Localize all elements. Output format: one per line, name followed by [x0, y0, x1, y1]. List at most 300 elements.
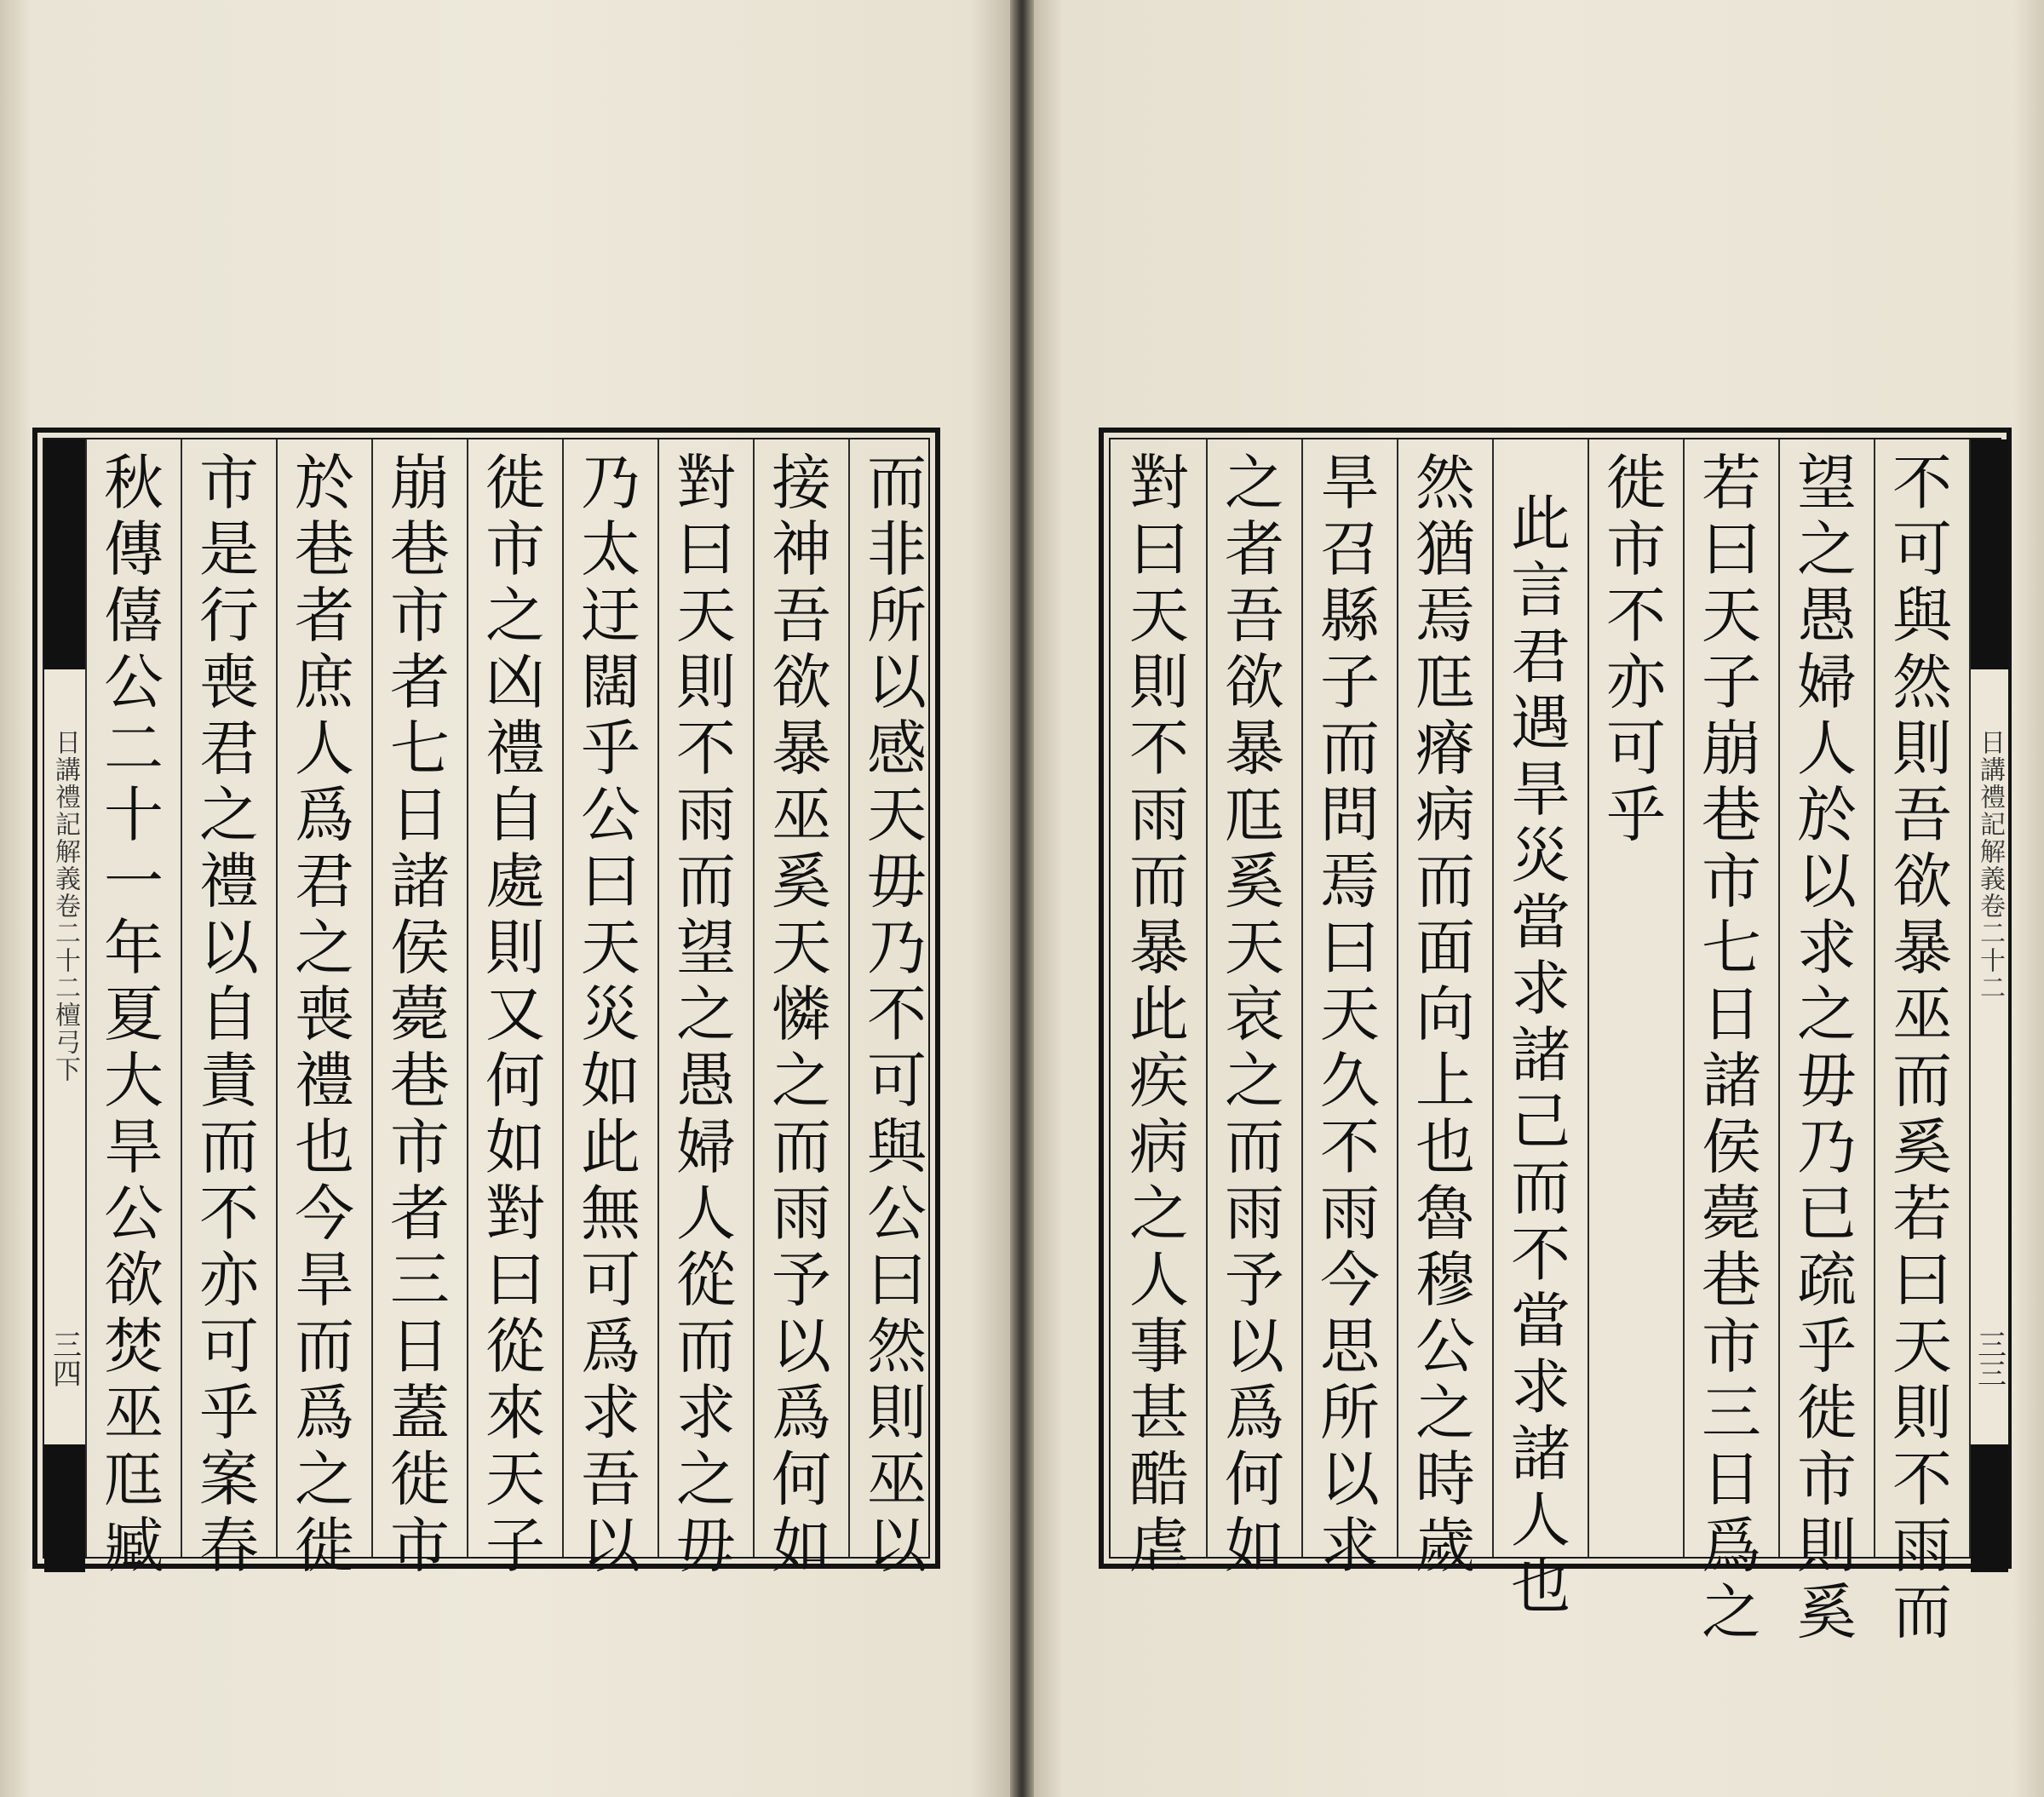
glyph: 曰: [676, 514, 736, 584]
glyph: 曰: [867, 1245, 927, 1315]
glyph: 對: [676, 448, 736, 518]
glyph: 欲: [772, 647, 831, 717]
glyph: 雨: [1225, 1179, 1284, 1249]
glyph: 年: [104, 913, 164, 983]
glyph: 於: [295, 448, 354, 518]
glyph: 吾: [1225, 581, 1284, 651]
glyph: 則: [485, 913, 545, 983]
glyph: 子: [1702, 647, 1761, 717]
glyph: 不: [1511, 1220, 1570, 1289]
glyph: 以: [772, 1312, 831, 1381]
glyph: 天: [581, 913, 640, 983]
glyph: 巷: [295, 514, 354, 584]
glyph: 欲: [1892, 847, 1952, 916]
glyph: 市: [390, 581, 450, 651]
glyph: 不: [199, 1179, 259, 1249]
glyph: 爲: [581, 1312, 640, 1381]
glyph: 從: [676, 1245, 736, 1315]
glyph: 暴: [1892, 913, 1952, 983]
glyph: 秋: [104, 448, 164, 518]
glyph: 哀: [1225, 979, 1284, 1049]
glyph: 以: [1320, 1444, 1380, 1514]
glyph: 尫: [1415, 647, 1475, 717]
glyph: 如: [581, 1046, 640, 1116]
glyph: 何: [1225, 1444, 1284, 1514]
glyph: 七: [1702, 913, 1761, 983]
glyph: 之: [1225, 448, 1284, 518]
glyph: 諸: [1702, 1046, 1761, 1116]
glyph: 巷: [1702, 1245, 1761, 1315]
glyph: 市: [390, 1112, 450, 1182]
glyph: 雨: [676, 780, 736, 850]
glyph: 對: [485, 1179, 545, 1249]
fish-tail-mark: [44, 439, 85, 669]
right-page-number: 三三: [1972, 1329, 2007, 1387]
glyph: 徙: [1797, 1378, 1857, 1448]
fish-tail-mark: [1971, 439, 2008, 669]
glyph: 而: [772, 1112, 831, 1182]
glyph: 天: [1892, 1312, 1952, 1381]
glyph: 不: [1129, 714, 1189, 784]
glyph: 時: [1415, 1444, 1475, 1514]
glyph: 若: [1892, 1179, 1952, 1249]
glyph: 三: [1702, 1378, 1761, 1448]
glyph: 則: [1129, 647, 1189, 717]
right-margin-label: 日講禮記解義卷二十二: [1975, 729, 2005, 1002]
glyph: 天: [676, 581, 736, 651]
text-column: [1398, 448, 1493, 1581]
glyph: 闊: [581, 647, 640, 717]
glyph: 公: [104, 1179, 164, 1249]
glyph: 何: [485, 1046, 545, 1116]
glyph: 然: [1892, 647, 1952, 717]
glyph: 來: [485, 1378, 545, 1448]
glyph: 愚: [1797, 581, 1857, 651]
glyph: 甚: [1129, 1378, 1189, 1448]
glyph: 望: [1797, 448, 1857, 518]
glyph: 欲: [1225, 647, 1284, 717]
glyph: 乎: [581, 714, 640, 784]
text-column: [1302, 448, 1398, 1581]
glyph: 禮: [199, 847, 259, 916]
glyph: 然: [1415, 448, 1475, 518]
glyph: 而: [676, 847, 736, 916]
glyph: 君: [199, 714, 259, 784]
glyph: 吾: [772, 581, 831, 651]
glyph: 爲: [295, 1378, 354, 1448]
glyph: 召: [1320, 514, 1380, 584]
glyph: 公: [104, 647, 164, 717]
glyph: 縣: [1320, 581, 1380, 651]
glyph: 吾: [581, 1444, 640, 1514]
left-page-number: 三四: [47, 1329, 82, 1387]
glyph: 望: [676, 913, 736, 983]
glyph: 酷: [1129, 1444, 1189, 1514]
text-column: [181, 448, 277, 1581]
glyph: 焉: [1320, 847, 1380, 916]
glyph: 求: [581, 1378, 640, 1448]
glyph: 可: [1892, 514, 1952, 584]
glyph: 巷: [390, 1046, 450, 1116]
glyph: 雨: [1320, 1179, 1380, 1249]
glyph: 禮: [485, 714, 545, 784]
glyph: 欲: [104, 1245, 164, 1315]
glyph: 又: [485, 979, 545, 1049]
text-column: [468, 448, 563, 1581]
glyph: 崩: [390, 448, 450, 518]
glyph: 久: [1320, 1046, 1380, 1116]
glyph: 則: [1892, 714, 1952, 784]
glyph: 諸: [1511, 1419, 1570, 1489]
glyph: 者: [295, 581, 354, 651]
glyph: 雨: [1129, 780, 1189, 850]
glyph: 遇: [1511, 688, 1570, 758]
glyph: 而: [1892, 1577, 1952, 1647]
glyph: 徙: [1606, 448, 1666, 518]
glyph: 天: [867, 780, 927, 850]
glyph: 瘠: [1415, 714, 1475, 784]
glyph: 天: [1225, 913, 1284, 983]
glyph: 之: [1702, 1577, 1761, 1647]
glyph: 與: [867, 1112, 927, 1182]
glyph: 侯: [1702, 1112, 1761, 1182]
glyph: 市: [1702, 847, 1761, 916]
glyph: 蓋: [390, 1378, 450, 1448]
glyph: 旱: [1320, 448, 1380, 518]
glyph: 曰: [1702, 514, 1761, 584]
left-text-frame: [32, 428, 940, 1581]
glyph: 日: [1702, 979, 1761, 1049]
glyph: 而: [1415, 847, 1475, 916]
glyph: 雨: [1892, 1511, 1952, 1581]
glyph: 二: [104, 714, 164, 784]
text-column: [1493, 489, 1588, 1622]
glyph: 禮: [295, 1046, 354, 1116]
glyph: 爲: [772, 1378, 831, 1448]
glyph: 天: [1320, 979, 1380, 1049]
glyph: 求: [1511, 954, 1570, 1024]
glyph: 雨: [772, 1179, 831, 1249]
glyph: 疏: [1797, 1245, 1857, 1315]
glyph: 今: [295, 1179, 354, 1249]
right-margin-strip: [1971, 439, 2008, 1557]
glyph: 者: [1225, 514, 1284, 584]
glyph: 以: [867, 647, 927, 717]
glyph: 崩: [1702, 714, 1761, 784]
glyph: 如: [485, 1112, 545, 1182]
glyph: 爲: [1702, 1511, 1761, 1581]
glyph: 可: [1606, 714, 1666, 784]
glyph: 喪: [199, 647, 259, 717]
glyph: 之: [295, 1444, 354, 1514]
glyph: 薨: [390, 979, 450, 1049]
glyph: 暴: [1129, 913, 1189, 983]
glyph: 巷: [1702, 780, 1761, 850]
glyph: 向: [1415, 979, 1475, 1049]
glyph: 徙: [485, 448, 545, 518]
glyph: 之: [485, 581, 545, 651]
glyph: 旱: [104, 1112, 164, 1182]
glyph: 春: [199, 1511, 259, 1581]
glyph: 思: [1320, 1312, 1380, 1381]
glyph: 市: [1702, 1312, 1761, 1381]
glyph: 不: [1892, 448, 1952, 518]
glyph: 傳: [104, 514, 164, 584]
glyph: 而: [1225, 1112, 1284, 1182]
glyph: 日: [390, 1312, 450, 1381]
glyph: 神: [772, 514, 831, 584]
glyph: 子: [1320, 647, 1380, 717]
glyph: 則: [867, 1378, 927, 1448]
glyph: 旱: [295, 1245, 354, 1315]
glyph: 凶: [485, 647, 545, 717]
glyph: 可: [199, 1312, 259, 1381]
glyph: 此: [581, 1112, 640, 1182]
glyph: 乎: [1797, 1312, 1857, 1381]
glyph: 徙: [295, 1511, 354, 1581]
glyph: 十: [104, 780, 164, 850]
glyph: 不: [867, 979, 927, 1049]
glyph: 而: [1320, 714, 1380, 784]
glyph: 猶: [1415, 514, 1475, 584]
glyph: 事: [1129, 1312, 1189, 1381]
glyph: 之: [1129, 1179, 1189, 1249]
text-column: [563, 448, 658, 1581]
glyph: 如: [1225, 1511, 1284, 1581]
book-gutter: [1010, 0, 1034, 1797]
text-column: [86, 448, 181, 1581]
glyph: 者: [390, 647, 450, 717]
text-column: [849, 448, 944, 1581]
text-column: [277, 448, 372, 1581]
glyph: 曰: [485, 1245, 545, 1315]
glyph: 喪: [295, 979, 354, 1049]
glyph: 歲: [1415, 1511, 1475, 1581]
glyph: 災: [581, 979, 640, 1049]
glyph: 乃: [581, 448, 640, 518]
glyph: 之: [1797, 514, 1857, 584]
glyph: 責: [199, 1046, 259, 1116]
glyph: 焚: [104, 1312, 164, 1381]
glyph: 暴: [772, 714, 831, 784]
glyph: 如: [772, 1511, 831, 1581]
glyph: 曰: [1892, 1245, 1952, 1315]
glyph: 也: [1511, 1552, 1570, 1622]
glyph: 予: [1225, 1245, 1284, 1315]
text-column: [1207, 448, 1302, 1581]
text-column: [1684, 448, 1779, 1647]
glyph: 則: [676, 647, 736, 717]
glyph: 巫: [867, 1444, 927, 1514]
glyph: 今: [1320, 1245, 1380, 1315]
glyph: 而: [199, 1112, 259, 1182]
text-column: [1779, 448, 1875, 1647]
glyph: 是: [199, 514, 259, 584]
glyph: 以: [1797, 847, 1857, 916]
glyph: 焉: [1415, 581, 1475, 651]
glyph: 三: [390, 1245, 450, 1315]
glyph: 之: [676, 1444, 736, 1514]
text-column: [1588, 450, 1684, 1547]
glyph: 旱: [1511, 755, 1570, 824]
glyph: 尫: [1225, 780, 1284, 850]
glyph: 迂: [581, 581, 640, 651]
glyph: 毋: [867, 847, 927, 916]
glyph: 人: [676, 1179, 736, 1249]
glyph: 言: [1511, 555, 1570, 625]
glyph: 憐: [772, 979, 831, 1049]
glyph: 求: [1511, 1352, 1570, 1422]
glyph: 病: [1129, 1112, 1189, 1182]
glyph: 求: [676, 1378, 736, 1448]
glyph: 所: [867, 581, 927, 651]
glyph: 求: [1797, 913, 1857, 983]
glyph: 奚: [1797, 1577, 1857, 1647]
glyph: 尫: [104, 1444, 164, 1514]
glyph: 公: [1415, 1312, 1475, 1381]
glyph: 之: [295, 913, 354, 983]
glyph: 可: [867, 1046, 927, 1116]
glyph: 案: [199, 1444, 259, 1514]
glyph: 公: [867, 1179, 927, 1249]
glyph: 人: [1797, 714, 1857, 784]
glyph: 接: [772, 448, 831, 518]
glyph: 天: [772, 913, 831, 983]
glyph: 天: [485, 1444, 545, 1514]
glyph: 曰: [581, 847, 640, 916]
glyph: 自: [485, 780, 545, 850]
text-column: [754, 448, 849, 1581]
glyph: 不: [676, 714, 736, 784]
glyph: 之: [1225, 1046, 1284, 1116]
glyph: 然: [867, 1312, 927, 1381]
text-column: [372, 448, 468, 1581]
glyph: 暴: [1225, 714, 1284, 784]
glyph: 者: [390, 1179, 450, 1249]
glyph: 穆: [1415, 1245, 1475, 1315]
glyph: 市: [199, 448, 259, 518]
glyph: 求: [1320, 1511, 1380, 1581]
glyph: 乎: [1606, 780, 1666, 850]
glyph: 天: [1702, 581, 1761, 651]
glyph: 巫: [1892, 979, 1952, 1049]
glyph: 當: [1511, 887, 1570, 957]
glyph: 而: [1129, 847, 1189, 916]
glyph: 吾: [1892, 780, 1952, 850]
glyph: 侯: [390, 913, 450, 983]
glyph: 而: [676, 1312, 736, 1381]
glyph: 則: [1892, 1378, 1952, 1448]
glyph: 何: [772, 1444, 831, 1514]
glyph: 魯: [1415, 1179, 1475, 1249]
glyph: 已: [1797, 1179, 1857, 1249]
glyph: 天: [1129, 581, 1189, 651]
glyph: 諸: [390, 847, 450, 916]
right-text-frame: [1099, 428, 2012, 1647]
glyph: 一: [104, 847, 164, 916]
fish-tail-mark: [44, 1444, 85, 1572]
glyph: 市: [485, 514, 545, 584]
glyph: 之: [1415, 1378, 1475, 1448]
glyph: 亦: [1606, 647, 1666, 717]
glyph: 庶: [295, 647, 354, 717]
glyph: 而: [1511, 1153, 1570, 1223]
glyph: 而: [1892, 1046, 1952, 1116]
glyph: 而: [867, 448, 927, 518]
glyph: 七: [390, 714, 450, 784]
glyph: 諸: [1511, 1020, 1570, 1090]
glyph: 子: [485, 1511, 545, 1581]
glyph: 巷: [390, 514, 450, 584]
glyph: 以: [581, 1511, 640, 1581]
glyph: 問: [1320, 780, 1380, 850]
glyph: 自: [199, 979, 259, 1049]
glyph: 若: [1702, 448, 1761, 518]
glyph: 人: [295, 714, 354, 784]
glyph: 日: [390, 780, 450, 850]
glyph: 巫: [104, 1378, 164, 1448]
glyph: 市: [1606, 514, 1666, 584]
glyph: 己: [1511, 1087, 1570, 1157]
glyph: 市: [390, 1511, 450, 1581]
glyph: 無: [581, 1179, 640, 1249]
left-inner-border: [43, 438, 930, 1581]
glyph: 所: [1320, 1378, 1380, 1448]
fish-tail-mark: [1971, 1444, 2008, 1572]
glyph: 處: [485, 847, 545, 916]
glyph: 與: [1892, 581, 1952, 651]
glyph: 公: [581, 780, 640, 850]
glyph: 不: [1320, 1112, 1380, 1182]
glyph: 太: [581, 514, 640, 584]
glyph: 大: [104, 1046, 164, 1116]
glyph: 以: [1225, 1312, 1284, 1381]
glyph: 薨: [1702, 1179, 1761, 1249]
glyph: 病: [1415, 780, 1475, 850]
glyph: 奚: [1892, 1112, 1952, 1182]
glyph: 以: [199, 913, 259, 983]
glyph: 夏: [104, 979, 164, 1049]
text-column: [658, 448, 754, 1581]
glyph: 予: [772, 1245, 831, 1315]
glyph: 曰: [1129, 514, 1189, 584]
left-margin-label: 日講禮記解義卷二十二檀弓下: [50, 729, 80, 1083]
glyph: 於: [1797, 780, 1857, 850]
glyph: 徙: [390, 1444, 450, 1514]
glyph: 僖: [104, 581, 164, 651]
left-margin-strip: [44, 439, 85, 1557]
glyph: 巫: [772, 780, 831, 850]
text-column: [1111, 448, 1207, 1581]
glyph: 可: [581, 1245, 640, 1315]
glyph: 面: [1415, 913, 1475, 983]
glyph: 而: [295, 1312, 354, 1381]
glyph: 上: [1415, 1046, 1475, 1116]
glyph: 災: [1511, 821, 1570, 891]
glyph: 當: [1511, 1286, 1570, 1356]
glyph: 也: [1415, 1112, 1475, 1182]
glyph: 非: [867, 514, 927, 584]
glyph: 疾: [1129, 1046, 1189, 1116]
glyph: 亦: [199, 1245, 259, 1315]
glyph: 行: [199, 581, 259, 651]
glyph: 市: [1797, 1444, 1857, 1514]
glyph: 奚: [1225, 847, 1284, 916]
glyph: 不: [1892, 1444, 1952, 1514]
glyph: 之: [1797, 979, 1857, 1049]
glyph: 此: [1511, 489, 1570, 559]
glyph: 對: [1129, 448, 1189, 518]
